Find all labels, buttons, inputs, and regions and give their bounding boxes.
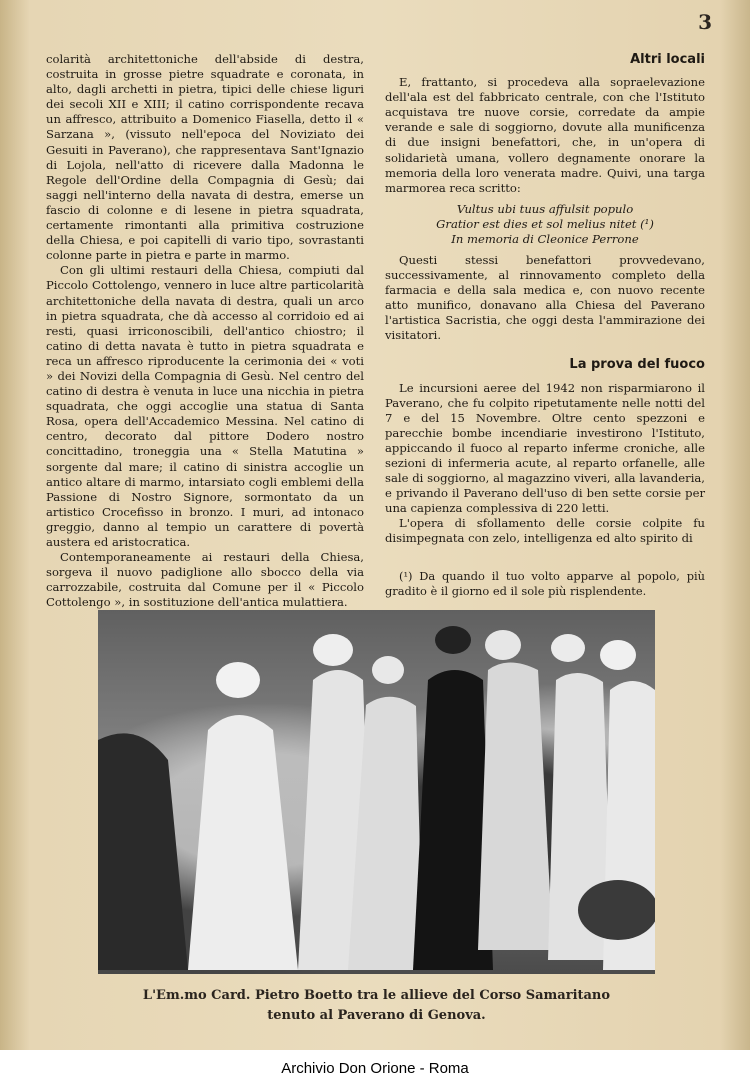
inscription-line-3: In memoria di Cleonice Perrone: [451, 231, 639, 246]
left-paragraph-2: Con gli ultimi restauri della Chiesa, compiuti dal Piccolo Cottolengo, vennero in luce altre particolarità architettoniche della navata di destra, quali un arco in pietra squadrata, che dà accesso al corridoio ed ai resti, quasi irriconoscibili, dell'antico chiostro; il catino di detta navata è tutto in pietra squadrata e reca un affresco riproducente la cerimonia dei « voti » dei Novizi della Compagnia di Gesù. Nel centro del catino di destra è venuta in luce una nicchia in pietra squadrata, che oggi accoglie una statua di Santa Rosa, opera dell'Accademico Messina. Nel catino di centro, decorato dal pittore Dodero nostro concittadino, troneggia una « Stella Matutina » sorgente dal mare; il catino di sinistra accoglie un antico altare di marmo, intarsiato cogli emblemi della Passione di Nostro Signore, sormontato da un artistico Crocefisso in bronzo. I muri, ad intonaco greggio, danno al tempio un carattere di povertà austera ed aristocratica.: [46, 263, 364, 549]
footnote: (¹) Da quando il tuo volto apparve al popolo, più gradito è il giorno ed il sole più risplendente.: [385, 568, 705, 598]
photo-caption: [98, 986, 655, 1026]
right-column: [385, 52, 705, 599]
altri-locali-paragraph-1: E, frattanto, si procedeva alla sopraelevazione dell'ala est del fabbricato centrale, con che l'Istituto acquistava tre nuove corsie, corredate da ampie verande e sale di soggiorno, dovute alla munificenza di due insigni benefattori, che, in un'opera di solidarietà umana, vollero degnamente onorare la memoria della loro venerata madre. Quivi, una targa marmorea reca scritto:: [385, 75, 705, 195]
left-paragraph-3: Contemporaneamente ai restauri della Chiesa, sorgeva il nuovo padiglione allo sbocco della via carrozzabile, costruita dal Comune per il « Piccolo Cottolengo », in sostituzione dell'antica mulattiera.: [46, 550, 364, 610]
caption-line-1: L'Em.mo Card. Pietro Boetto tra le allieve del Corso Samaritano: [142, 988, 611, 1003]
section-title-altri-locali: Altri locali: [630, 52, 705, 67]
photograph-cardinal-with-students: [98, 610, 655, 974]
altri-locali-paragraph-2: Questi stessi benefattori provvedevano, successivamente, al rinnovamento completo della farmacia e della sala medica e, con nuovo recente atto munifico, donavano alla Chiesa del Paverano l'artistica Sacristia, che oggi desta l'ammirazione dei visitatori.: [385, 252, 705, 343]
archive-footer: Archivio Don Orione - Roma: [0, 1050, 750, 1087]
left-column: [46, 52, 364, 610]
caption-line-2: tenuto al Paverano di Genova.: [267, 1008, 486, 1023]
prova-del-fuoco-paragraph-2: L'opera di sfollamento delle corsie colpite fu disimpegnata con zelo, intelligenza ed alto spirito di: [385, 516, 705, 546]
prova-del-fuoco-paragraph-1: Le incursioni aeree del 1942 non risparmiarono il Paverano, che fu colpito ripetutamente nelle notti del 7 e del 15 Novembre. Oltre cento spezzoni e parecchie bombe incendiarie investirono l'Istituto, appiccando il fuoco al reparto inferme croniche, alle sezioni di infermeria acute, al reparto orfanelle, alle sale di soggiorno, al magazzino viveri, alla lavanderia, e privando il Paverano dell'uso di ben sette corsie per una capienza complessiva di 220 letti.: [385, 380, 705, 516]
photo-illustration: [98, 610, 655, 974]
inscription-line-2: Gratior est dies et sol melius nitet (¹): [436, 216, 654, 231]
inscription-line-1: Vultus ubi tuus affulsit populo: [456, 201, 634, 216]
left-paragraph-1: colarità architettoniche dell'abside di destra, costruita in grosse pietre squadrate e coronata, in alto, dagli archetti in pietra, tipici delle chiese liguri dei secoli XII e XIII; il catino corrispondente recava un affresco, attribuito a Domenico Fiasella, detto il « Sarzana », (vissuto nell'epoca del Noviziato dei Gesuiti in Paverano), che rappresentava Sant'Ignazio di Lojola, nell'atto di ricevere dalla Madonna le Regole dell'Ordine della Compagnia di Gesù; dai saggi nell'interno della navata di destra, emerse un fascio di colonne e di lesene in pietra squadrata, certamente rimontanti alla primitiva costruzione della Chiesa, e poi capitelli di vario tipo, sovrastanti colonne parte in pietra e parte in marmo.: [46, 52, 364, 263]
marble-inscription: [385, 202, 705, 247]
page-number: 3: [698, 10, 712, 34]
section-title-prova-del-fuoco: La prova del fuoco: [569, 357, 705, 373]
